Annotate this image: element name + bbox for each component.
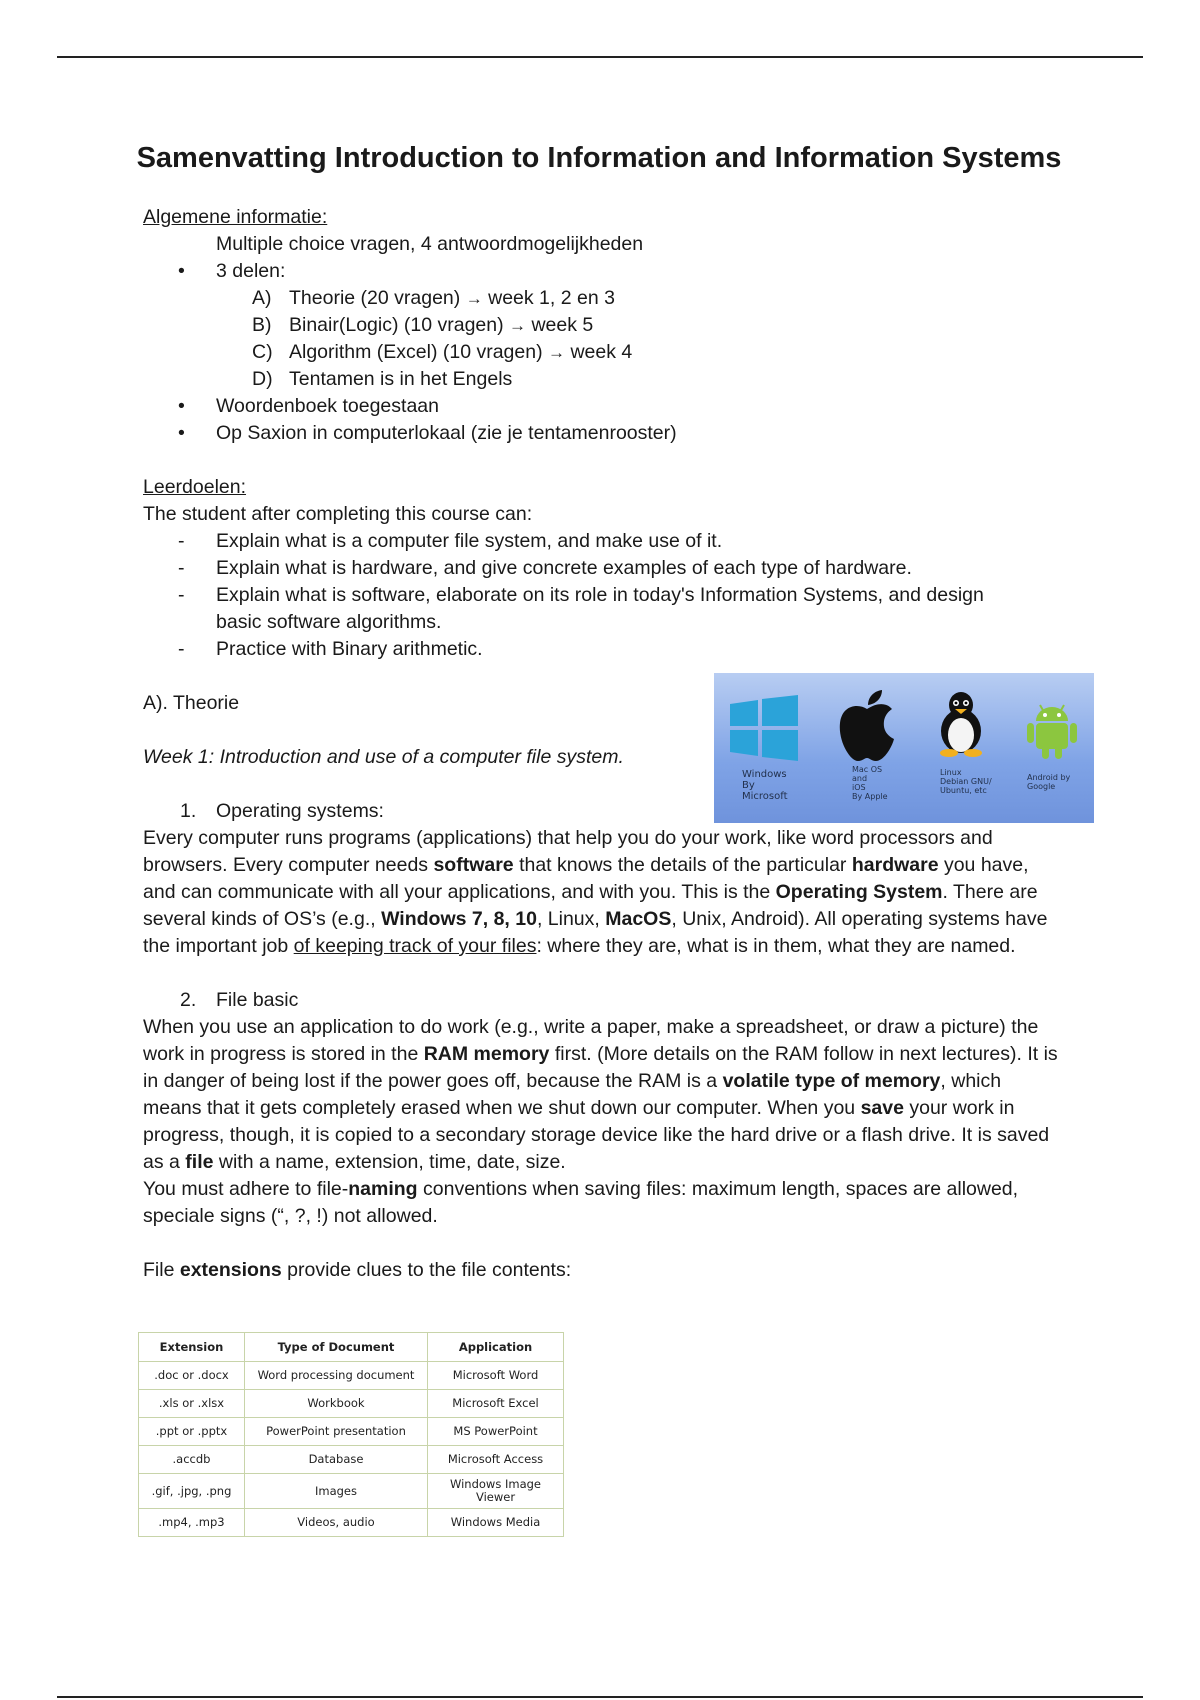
table-cell: .doc or .docx	[139, 1362, 245, 1390]
part-item: C) Algorithm (Excel) (10 vragen) → week 4	[252, 341, 633, 363]
mac-label: Mac OS and iOS By Apple	[852, 765, 888, 801]
table-cell: Word processing document	[245, 1362, 428, 1390]
table-header: Application	[428, 1333, 564, 1362]
table-row	[139, 1474, 564, 1509]
list-item: • 3 delen:	[178, 260, 286, 282]
list-item: - Practice with Binary arithmetic.	[178, 638, 483, 660]
table-cell: Images	[245, 1474, 428, 1509]
goals-intro: The student after completing this course can:	[143, 503, 533, 525]
bottom-rule	[57, 1696, 1143, 1698]
windows-label: Windows By Microsoft	[742, 769, 788, 802]
week-heading: Week 1: Introduction and use of a computer file system.	[143, 746, 624, 768]
table-cell: .accdb	[139, 1446, 245, 1474]
file-paragraph: When you use an application to do work (e.g., write a paper, make a spreadsheet, or draw a picture) the work in progress is stored in the RAM memory first. (More details on the RAM follow in next lectures). It is in danger of being lost if the power goes off, because the RAM is a volatile type of memory, which means that it gets completely erased when we shut down our computer. When you save your work in progress, though, it is copied to a secondary storage device like the hard drive or a flash drive. It is saved as a file with a name, extension, time, date, size.	[143, 1016, 1058, 1173]
part-item: B) Binair(Logic) (10 vragen) → week 5	[252, 314, 594, 336]
apple-icon	[836, 689, 898, 763]
table-cell: .ppt or .pptx	[139, 1418, 245, 1446]
general-heading: Algemene informatie:	[143, 206, 328, 228]
top-rule	[57, 56, 1143, 58]
table-row	[139, 1509, 564, 1537]
table-cell: Microsoft Access	[428, 1446, 564, 1474]
table-row	[139, 1418, 564, 1446]
list-item: - Explain what is software, elaborate on its role in today's Information Systems, and design	[178, 584, 984, 606]
table-cell: .gif, .jpg, .png	[139, 1474, 245, 1509]
list-item: • Woordenboek toegestaan	[178, 395, 439, 417]
table-cell: Workbook	[245, 1390, 428, 1418]
table-cell: Database	[245, 1446, 428, 1474]
table-row	[139, 1362, 564, 1390]
windows-icon	[730, 695, 798, 761]
list-item-continuation: basic software algorithms.	[216, 611, 442, 633]
goals-heading: Leerdoelen:	[143, 476, 247, 498]
section-heading: 1. Operating systems:	[180, 800, 384, 822]
table-header: Type of Document	[245, 1333, 428, 1362]
extensions-table	[138, 1332, 564, 1537]
table-cell: Microsoft Word	[428, 1362, 564, 1390]
linux-label: Linux Debian GNU/ Ubuntu, etc	[940, 768, 992, 795]
general-line1: Multiple choice vragen, 4 antwoordmogelijkheden	[216, 233, 644, 255]
linux-tux-icon	[936, 691, 986, 757]
naming-paragraph: You must adhere to file-naming conventions when saving files: maximum length, spaces are allowed, speciale signs (“, ?, !) not allowed.	[143, 1178, 1019, 1227]
table-row	[139, 1390, 564, 1418]
list-item: - Explain what is a computer file system, and make use of it.	[178, 530, 723, 552]
arrow-icon: →	[548, 343, 566, 362]
part-item: A) Theorie (20 vragen) → week 1, 2 en 3	[252, 287, 615, 309]
section-heading: 2. File basic	[180, 989, 299, 1011]
android-label: Android by Google	[1027, 773, 1071, 791]
table-cell: MS PowerPoint	[428, 1418, 564, 1446]
table-row	[139, 1446, 564, 1474]
table-cell: .xls or .xlsx	[139, 1390, 245, 1418]
list-item: • Op Saxion in computerlokaal (zie je tentamenrooster)	[178, 422, 677, 444]
table-cell: PowerPoint presentation	[245, 1418, 428, 1446]
list-item: - Explain what is hardware, and give concrete examples of each type of hardware.	[178, 557, 912, 579]
page-title: Samenvatting Introduction to Information and Information Systems	[136, 142, 1062, 174]
os-paragraph: Every computer runs programs (applications) that help you do your work, like word processors and browsers. Every computer needs software that knows the details of the particular hardware you have, and can communicate with all your applications, and with you. This is the Operating System. There are several kinds of OS’s (e.g., Windows 7, 8, 10, Linux, MacOS, Unix, Android). All operating systems have the important job of keeping track of your files: where they are, what is in them, what they are named.	[143, 827, 1048, 957]
theory-heading: A). Theorie	[143, 692, 240, 714]
extensions-intro: File extensions provide clues to the file contents:	[143, 1259, 572, 1281]
os-logos-image	[714, 673, 1094, 823]
table-header: Extension	[139, 1333, 245, 1362]
table-cell: Videos, audio	[245, 1509, 428, 1537]
arrow-icon: →	[509, 316, 527, 335]
arrow-icon: →	[465, 289, 483, 308]
android-icon	[1022, 701, 1082, 761]
table-cell: .mp4, .mp3	[139, 1509, 245, 1537]
table-cell: Windows Image Viewer	[428, 1474, 564, 1509]
part-item: D) Tentamen is in het Engels	[252, 368, 513, 390]
table-cell: Microsoft Excel	[428, 1390, 564, 1418]
table-header-row	[139, 1333, 564, 1362]
table-cell: Windows Media	[428, 1509, 564, 1537]
